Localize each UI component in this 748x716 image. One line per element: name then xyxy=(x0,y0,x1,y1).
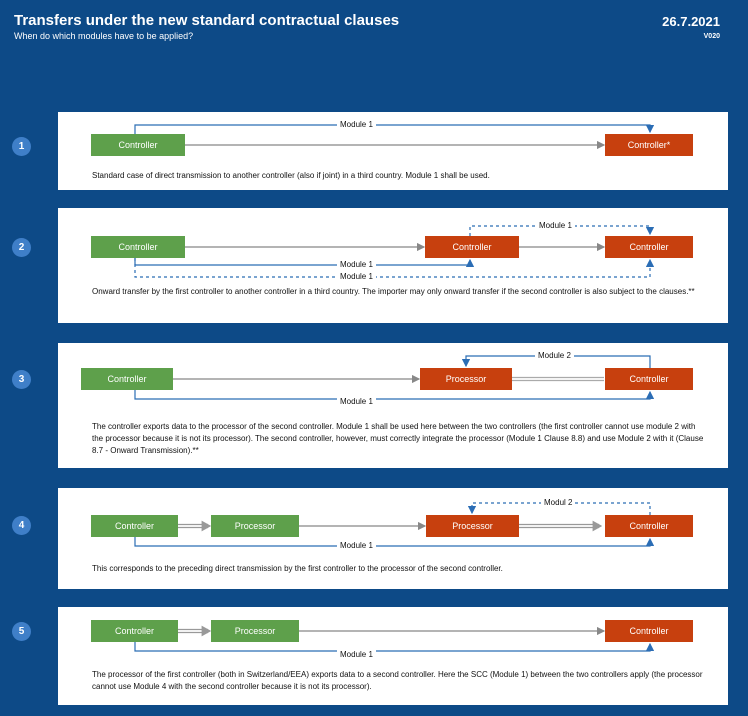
second-controller-box: Controller xyxy=(605,515,693,537)
version-label: V020 xyxy=(703,33,720,40)
scenario-5-number: 5 xyxy=(12,622,31,641)
scenario-5-panel xyxy=(58,607,728,705)
scenario-2-panel xyxy=(58,208,728,323)
page-subtitle: When do which modules have to be applied? xyxy=(14,31,194,41)
controller-box: Controller xyxy=(91,134,185,156)
module-label: Module 1 xyxy=(536,221,575,231)
scenario-1-panel xyxy=(58,112,728,190)
scenario-5-description: The processor of the first controller (both in Switzerland/EEA) exports data to a second controller. Here the SCC (Module 1) between the two controllers apply (the processor cannot use Module 4 with the second controller because it is not its processor). xyxy=(92,670,703,691)
scenario-3-number: 3 xyxy=(12,370,31,389)
scenario-2-number: 2 xyxy=(12,238,31,257)
module-label: Module 1 xyxy=(337,120,376,130)
scenario-1-number: 1 xyxy=(12,137,31,156)
module-1-arrow xyxy=(135,642,650,651)
module-label: Module 1 xyxy=(337,541,376,551)
importer-controller-box: Controller xyxy=(425,236,519,258)
controller-box: Controller xyxy=(91,515,178,537)
scenario-3-description: The controller exports data to the processor of the second controller. Module 1 shall be used here between the two controllers (the first controller cannot use module 2 with the processor because it is not its processor). The second controller, however, must correctly integrate the processor (Module 1 Clause 8.8) and use Module 2 with it (Clause 8.7 - Onward Transmission).** xyxy=(92,422,704,455)
processor-box: Processor xyxy=(211,515,299,537)
module-1-arrow xyxy=(135,537,650,546)
controller-box: Controller xyxy=(81,368,173,390)
date-label: 26.7.2021 xyxy=(662,14,720,29)
controller-box: Controller xyxy=(91,236,185,258)
module-label: Modul 2 xyxy=(541,498,575,508)
scenario-3-panel xyxy=(58,343,728,468)
module-1-bottom-arrow xyxy=(135,258,650,277)
controller-box: Controller xyxy=(91,620,178,642)
module-label: Module 1 xyxy=(337,650,376,660)
module-label: Module 2 xyxy=(535,351,574,361)
module-1-arrow xyxy=(135,390,650,399)
second-controller-box: Controller xyxy=(605,620,693,642)
page-title: Transfers under the new standard contractual clauses xyxy=(14,12,400,29)
module-1-arrow xyxy=(135,125,650,134)
scenario-4-number: 4 xyxy=(12,516,31,535)
second-controller-box: Controller xyxy=(605,368,693,390)
second-controller-box: Controller xyxy=(605,236,693,258)
scenario-4-description: This corresponds to the preceding direct transmission by the first controller to the processor of the second controller. xyxy=(92,564,503,573)
scenario-2-connectors xyxy=(58,208,728,323)
scenario-4-panel xyxy=(58,488,728,589)
scenario-1-description: Standard case of direct transmission to another controller (also if joint) in a third country. Module 1 shall be used. xyxy=(92,171,490,180)
module-label: Module 1 xyxy=(337,397,376,407)
importer-controller-box: Controller* xyxy=(605,134,693,156)
scenario-2-description: Onward transfer by the first controller to another controller in a third country. The importer may only onward transfer if the second controller is also subject to the clauses.** xyxy=(92,287,695,296)
module-label: Module 1 xyxy=(337,272,376,282)
module-label: Module 1 xyxy=(337,260,376,270)
sub-processor-box: Processor xyxy=(426,515,519,537)
module-1-mid-arrow xyxy=(135,258,470,265)
processor-box: Processor xyxy=(420,368,512,390)
processor-box: Processor xyxy=(211,620,299,642)
